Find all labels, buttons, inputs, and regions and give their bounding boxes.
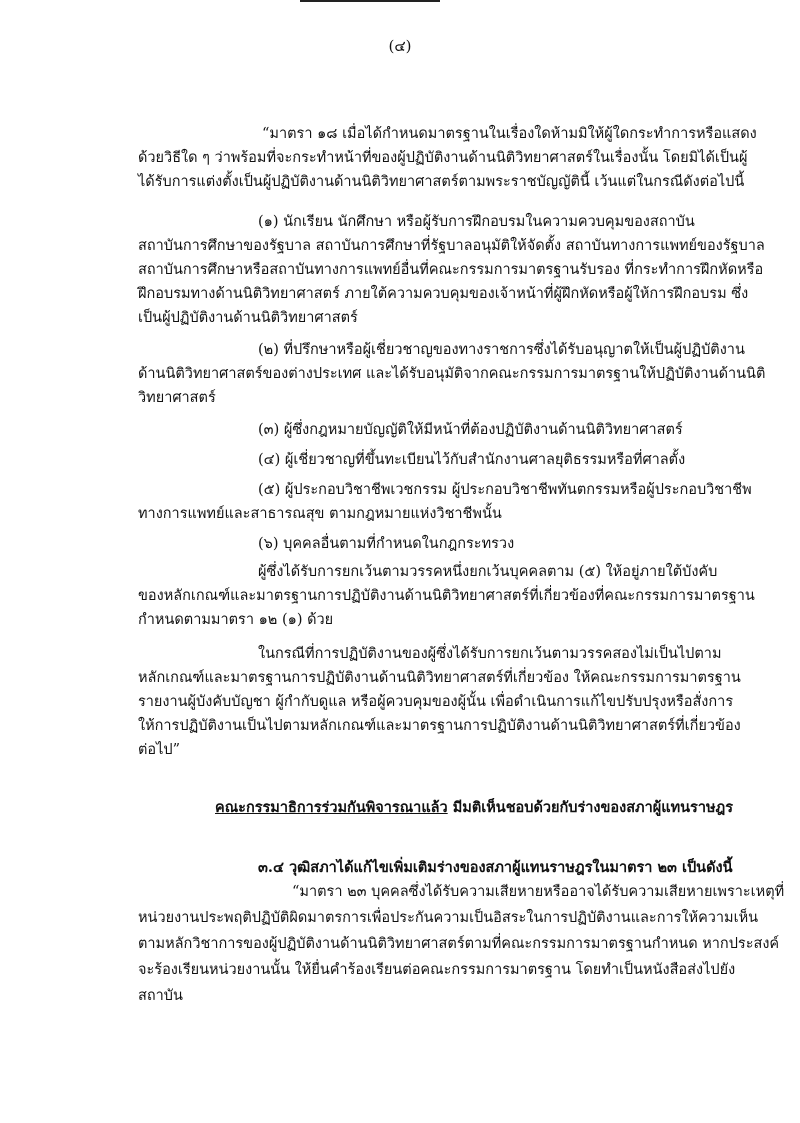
text-line: (๖) บุคคลอื่นตามที่กำหนดในกฎกระทรวง [258,536,515,552]
text-line: ผู้ซึ่งได้รับการยกเว้นตามวรรคหนึ่งยกเว้นบุคคลตาม (๕) ให้อยู่ภายใต้บังคับ [258,564,718,580]
text-line: ได้รับการแต่งตั้งเป็นผู้ปฏิบัติงานด้านนิติวิทยาศาสตร์ตามพระราชบัญญัตินี้ เว้นแต่ในกรณีดังต่อไปนี้ [138,174,745,190]
top-edge-line [300,0,440,2]
text-line: ตามหลักวิชาการของผู้ปฏิบัติงานด้านนิติวิทยาศาสตร์ตามที่คณะกรรมการมาตรฐานกำหนด หากประสงค์ [138,936,780,952]
text-line: ในกรณีที่การปฏิบัติงานของผู้ซึ่งได้รับการยกเว้นตามวรรคสองไม่เป็นไปตาม [258,646,722,662]
text-line: ฝึกอบรมทางด้านนิติวิทยาศาสตร์ ภายใต้ความควบคุมของเจ้าหน้าที่ผู้ฝึกหัดหรือผู้ให้การฝึกอบรม ซึ่ง [138,286,749,302]
text-line: (๕) ผู้ประกอบวิชาชีพเวชกรรม ผู้ประกอบวิชาชีพทันตกรรมหรือผู้ประกอบวิชาชีพ [258,482,752,498]
page-number: (๔) [388,37,412,55]
text-line: สถาบัน [138,988,183,1004]
text-line: รายงานผู้บังคับบัญชา ผู้กำกับดูแล หรือผู้ควบคุมของผู้นั้น เพื่อดำเนินการแก้ไขปรับปรุงหรือสั่งการ [138,694,734,710]
committee-resolution [215,796,733,820]
text-line: ด้วยวิธีใด ๆ ว่าพร้อมที่จะกระทำหน้าที่ของผู้ปฏิบัติงานด้านนิติวิทยาศาสตร์ในเรื่องนั้น โดยมิได้เป็นผู้ [138,150,748,166]
text-line: (๑) นักเรียน นักศึกษา หรือผู้รับการฝึกอบรมในความควบคุมของสถาบัน [258,214,695,230]
text-line: ด้านนิติวิทยาศาสตร์ของต่างประเทศ และได้รับอนุมัติจากคณะกรรมการมาตรฐานให้ปฏิบัติงานด้านนิติ [138,366,766,382]
text-line: (๔) ผู้เชี่ยวชาญที่ขึ้นทะเบียนไว้กับสำนักงานศาลยุติธรรมหรือที่ศาลตั้ง [258,452,686,468]
text-line: (๓) ผู้ซึ่งกฎหมายบัญญัติให้มีหน้าที่ต้องปฏิบัติงานด้านนิติวิทยาศาสตร์ [258,422,683,438]
text-line: ต่อไป” [138,742,181,758]
text-line: สถาบันการศึกษาหรือสถาบันทางการแพทย์อื่นที่คณะกรรมการมาตรฐานรับรอง ที่กระทำการฝึกหัดหรือ [138,262,764,278]
text-line: กำหนดตามมาตรา ๑๒ (๑) ด้วย [138,612,334,628]
text-line: ของหลักเกณฑ์และมาตรฐานการปฏิบัติงานด้านนิติวิทยาศาสตร์ที่เกี่ยวข้องที่คณะกรรมการมาตรฐาน [138,588,755,604]
text-line: “มาตรา ๑๘ เมื่อได้กำหนดมาตรฐานในเรื่องใดห้ามมิให้ผู้ใดกระทำการหรือแสดง [262,126,757,142]
section-heading: ๓.๔ วุฒิสภาได้แก้ไขเพิ่มเติมร่างของสภาผู้แทนราษฎรในมาตรา ๒๓ เป็นดังนี้ [258,859,733,876]
text-line: หน่วยงานประพฤติปฏิบัติผิดมาตรการเพื่อประกันความเป็นอิสระในการปฏิบัติงานและการให้ความเห็น [138,910,759,926]
text-line: ให้การปฏิบัติงานเป็นไปตามหลักเกณฑ์และมาตรฐานการปฏิบัติงานด้านนิติวิทยาศาสตร์ที่เกี่ยวข้อง [138,718,741,734]
text-line: วิทยาศาสตร์ [138,390,216,406]
text-line: เป็นผู้ปฏิบัติงานด้านนิติวิทยาศาสตร์ [138,310,358,326]
text-line: ทางการแพทย์และสาธารณสุข ตามกฎหมายแห่งวิชาชีพนั้น [138,506,502,522]
text-line: สถาบันการศึกษาของรัฐบาล สถาบันการศึกษาที่รัฐบาลอนุมัติให้จัดตั้ง สถาบันทางการแพทย์ของรัฐบาล [138,238,765,254]
text-line: “มาตรา ๒๓ บุคคลซึ่งได้รับความเสียหายหรืออาจได้รับความเสียหายเพราะเหตุที่ [292,884,785,900]
committee-resolution-text: มีมติเห็นชอบด้วยกับร่างของสภาผู้แทนราษฎร [447,799,734,816]
text-line: จะร้องเรียนหน่วยงานนั้น ให้ยื่นคำร้องเรียนต่อคณะกรรมการมาตรฐาน โดยทำเป็นหนังสือส่งไปยัง [138,962,736,978]
committee-heading: คณะกรรมาธิการร่วมกันพิจารณาแล้ว [215,799,448,816]
text-line: (๒) ที่ปรึกษาหรือผู้เชี่ยวชาญของทางราชการซึ่งได้รับอนุญาตให้เป็นผู้ปฏิบัติงาน [258,342,745,358]
text-line: หลักเกณฑ์และมาตรฐานการปฏิบัติงานด้านนิติวิทยาศาสตร์ที่เกี่ยวข้อง ให้คณะกรรมการมาตรฐาน [138,670,741,686]
